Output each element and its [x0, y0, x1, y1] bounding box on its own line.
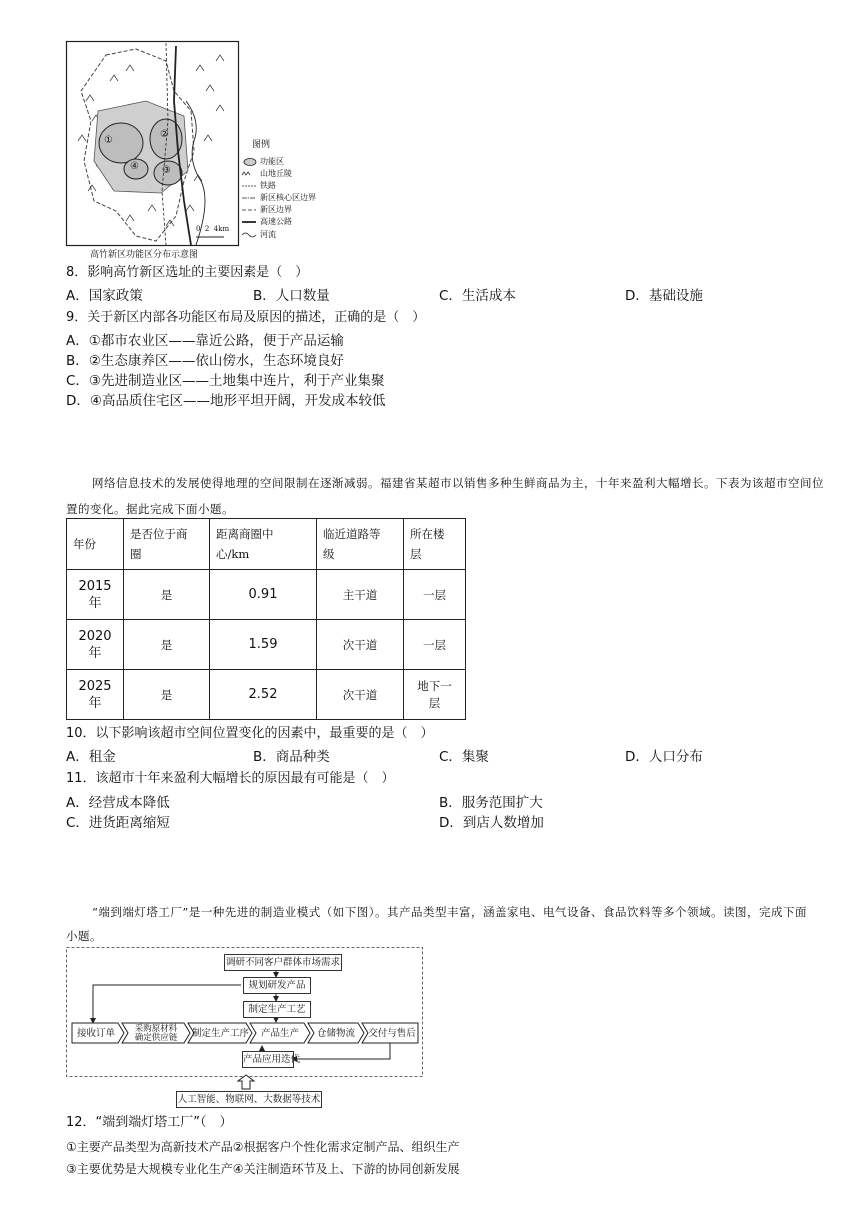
table-header-in-circle: 是否位于商 圈	[124, 519, 210, 570]
flow-box-technology: 人工智能、物联网、大数据等技术	[176, 1091, 322, 1108]
passage1-line1: 网络信息技术的发展使得地理的空间限制在逐渐减弱。福建省某超市以销售多种生鲜商品为主，十年来盈利大幅增长。下表为该超市空间位	[92, 476, 824, 490]
table-cell-floor: 一层	[404, 620, 466, 670]
q9-option-d[interactable]: D．④高品质住宅区——地形平坦开阔，开发成本较低	[66, 393, 386, 409]
table-row	[67, 620, 466, 670]
flow-box-research: 调研不同客户群体市场需求	[224, 954, 342, 971]
passage2-line1: “端到端灯塔工厂”是一种先进的制造业模式（如下图）。其产品类型丰富，涵盖家电、电气设备、食品饮料等多个领域。读图，完成下面	[92, 905, 808, 919]
map-scale: 0 2 4km	[196, 225, 230, 233]
q12-stem: 12．“端到端灯塔工厂”（ ）	[66, 1115, 233, 1130]
zone-label-1: ①	[104, 135, 113, 146]
q8-stem: 8．影响高竹新区选址的主要因素是（ ）	[66, 265, 309, 280]
q10-option-b[interactable]: B．商品种类	[253, 749, 330, 765]
table-cell-distance: 1.59	[210, 620, 317, 670]
table-cell-road: 次干道	[317, 670, 404, 720]
table-cell-year: 2025 年	[67, 670, 124, 720]
legend-item-hills: 山地丘陵	[260, 169, 292, 178]
q10-option-d[interactable]: D．人口分布	[625, 749, 703, 765]
q8-option-d[interactable]: D．基础设施	[625, 288, 703, 304]
legend-item-core-boundary: 新区核心区边界	[260, 193, 316, 202]
flow-step-logistics: 仓储物流	[316, 1028, 355, 1039]
table-header-road: 临近道路等 级	[317, 519, 404, 570]
q9-option-b[interactable]: B．②生态康养区——依山傍水，生态环境良好	[66, 353, 344, 369]
q11-option-d[interactable]: D．到店人数增加	[439, 815, 544, 831]
table-row	[67, 670, 466, 720]
table-header-distance: 距离商圈中 心/km	[210, 519, 317, 570]
q10-option-c[interactable]: C．集聚	[439, 749, 489, 765]
q11-option-c[interactable]: C．进货距离缩短	[66, 815, 170, 831]
flow-box-iteration: 产品应用迭代	[242, 1051, 294, 1068]
map-title: 高竹新区功能区分布示意图	[90, 250, 199, 260]
q9-option-c[interactable]: C．③先进制造业区——土地集中连片，利于产业集聚	[66, 373, 385, 389]
flow-step-delivery: 交付与售后	[368, 1028, 416, 1039]
legend-item-district-boundary: 新区边界	[260, 205, 292, 214]
flow-box-design: 规划研发产品	[243, 977, 311, 994]
legend-item-highway: 高速公路	[260, 217, 292, 226]
legend-item-zone: 功能区	[260, 157, 284, 166]
table-row	[67, 570, 466, 620]
supermarket-table	[66, 518, 466, 720]
q11-option-b[interactable]: B．服务范围扩大	[439, 795, 543, 811]
passage2-line2: 小题。	[66, 929, 102, 943]
table-cell-floor: 地下一 层	[404, 670, 466, 720]
zone-label-4: ④	[130, 161, 139, 172]
factory-flow-diagram	[66, 947, 424, 1109]
flow-step-procurement: 采购原材料 确定供应链	[134, 1024, 178, 1043]
table-cell-road: 主干道	[317, 570, 404, 620]
q8-option-c[interactable]: C．生活成本	[439, 288, 516, 304]
table-cell-in-circle: 是	[124, 670, 210, 720]
q12-statements-line2: ③主要优势是大规模专业化生产④关注制造环节及上、下游的协同创新发展	[66, 1162, 460, 1176]
zone-label-3: ③	[162, 165, 171, 176]
map-figure	[66, 41, 336, 263]
table-cell-distance: 2.52	[210, 670, 317, 720]
table-cell-in-circle: 是	[124, 570, 210, 620]
legend-item-railway: 铁路	[260, 181, 276, 190]
q9-option-a[interactable]: A．①都市农业区——靠近公路，便于产品运输	[66, 333, 344, 349]
q8-option-a[interactable]: A．国家政策	[66, 288, 143, 304]
table-cell-in-circle: 是	[124, 620, 210, 670]
table-cell-floor: 一层	[404, 570, 466, 620]
legend-title: 图例	[252, 140, 271, 150]
table-header-floor: 所在楼 层	[404, 519, 466, 570]
table-cell-year: 2015 年	[67, 570, 124, 620]
table-cell-distance: 0.91	[210, 570, 317, 620]
flow-step-orders: 接收订单	[76, 1028, 115, 1039]
q10-stem: 10．以下影响该超市空间位置变化的因素中，最重要的是（ ）	[66, 726, 434, 741]
table-cell-year: 2020 年	[67, 620, 124, 670]
flow-box-plan: 制定生产工艺	[243, 1001, 311, 1018]
q11-option-a[interactable]: A．经营成本降低	[66, 795, 170, 811]
q11-stem: 11．该超市十年来盈利大幅增长的原因最有可能是（ ）	[66, 771, 395, 786]
flow-step-process: 制定生产工序	[192, 1028, 250, 1039]
q8-option-b[interactable]: B．人口数量	[253, 288, 330, 304]
passage1-line2: 置的变化。据此完成下面小题。	[66, 502, 234, 516]
table-cell-road: 次干道	[317, 620, 404, 670]
zone-label-2: ②	[160, 129, 169, 140]
table-header-row	[67, 519, 466, 570]
table-header-year: 年份	[67, 519, 124, 570]
legend-item-river: 河流	[260, 230, 276, 239]
q12-statements-line1: ①主要产品类型为高新技术产品②根据客户个性化需求定制产品、组织生产	[66, 1140, 460, 1154]
q10-option-a[interactable]: A．租金	[66, 749, 116, 765]
flow-step-production: 产品生产	[260, 1028, 299, 1039]
q9-stem: 9．关于新区内部各功能区布局及原因的描述，正确的是（ ）	[66, 310, 426, 325]
